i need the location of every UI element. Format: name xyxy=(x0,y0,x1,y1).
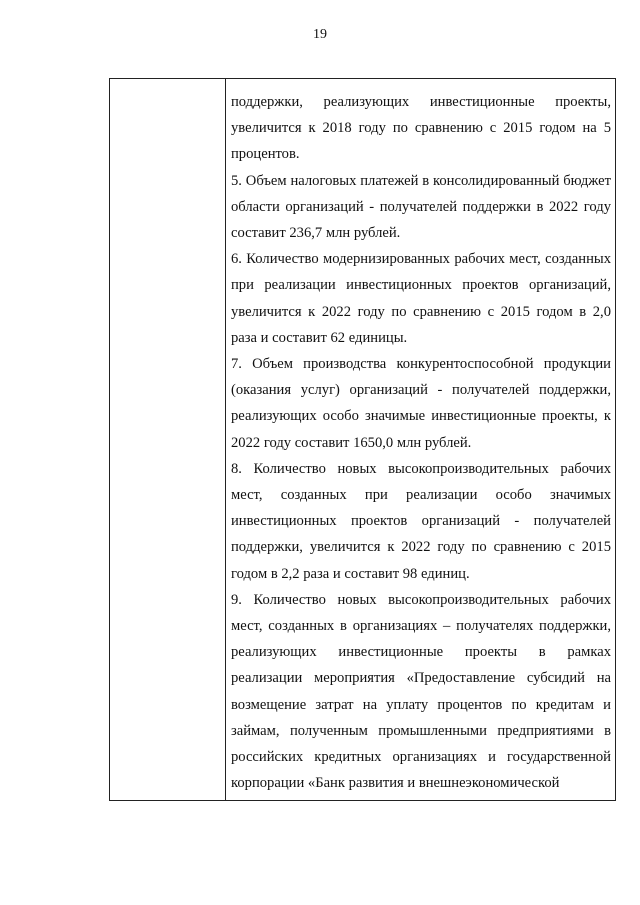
indicator-paragraph: 9. Количество новых высокопроизводительных рабочих мест, созданных в организациях – получателях поддержки, реализующих инвестиционные проекты в рамках реализации мероприятия «Предоставление субсидий на возмещение затрат на уплату процентов по кредитам и займам, полученным промышленными предприятиями в российских кредитных организациях и государственной корпорации «Банк развития и внешнеэкономической xyxy=(231,591,611,792)
indicator-paragraph: поддержки, реализующих инвестиционные проекты, увеличится к 2018 году по сравнению с 2015 годом на 5 процентов. xyxy=(231,94,611,163)
indicator-paragraph: 8. Количество новых высокопроизводительных рабочих мест, созданных при реализации особо значимых инвестиционных проектов организаций - получателей поддержки, увеличится к 2022 году по сравнению с 2015 годом в 2,2 раза и составит 98 единиц. xyxy=(231,460,611,582)
table-right-cell xyxy=(231,89,611,796)
column-divider xyxy=(225,79,226,800)
table-left-cell xyxy=(110,79,225,800)
page-number: 19 xyxy=(313,27,327,42)
indicator-paragraph: 7. Объем производства конкурентоспособной продукции (оказания услуг) организаций - получателей поддержки, реализующих особо значимые инвестиционные проекты, к 2022 году составит 1650,0 млн рублей. xyxy=(231,356,611,451)
indicators-table xyxy=(109,78,616,801)
indicator-paragraph: 6. Количество модернизированных рабочих мест, созданных при реализации инвестиционных проектов организаций, увеличится к 2022 году по сравнению с 2015 годом в 2,0 раза и составит 62 единицы. xyxy=(231,251,611,346)
indicator-paragraph: 5. Объем налоговых платежей в консолидированный бюджет области организаций - получателей поддержки в 2022 году составит 236,7 млн рублей. xyxy=(231,172,611,242)
